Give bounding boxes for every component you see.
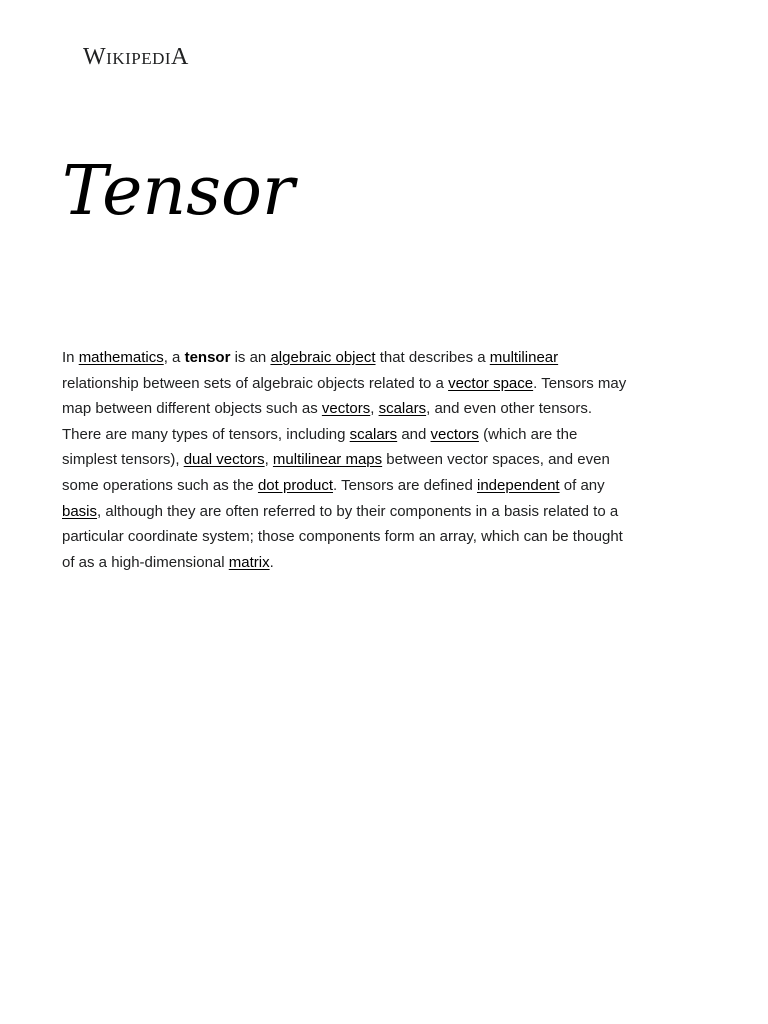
link-vector-space[interactable]: vector space <box>448 374 534 392</box>
text-run: between vector spaces, and even some operations such as the <box>62 451 610 494</box>
wikipedia-wordmark-logo[interactable]: WIKIPEDIA <box>83 44 189 70</box>
text-run: , a <box>163 349 185 366</box>
text-run: . <box>269 553 274 571</box>
text-run: , and even other tensors. There are many types of tensors, including <box>62 400 593 443</box>
link-multilinear-maps[interactable]: multilinear maps <box>272 451 383 469</box>
link-basis[interactable]: basis <box>62 502 98 520</box>
text-run: relationship between sets of algebraic objects related to a <box>62 374 449 392</box>
link-scalars[interactable]: scalars <box>378 400 427 418</box>
link-independent[interactable]: independent <box>477 476 560 494</box>
text-run: . Tensors may map between different objects such as <box>62 374 627 418</box>
text-run: and <box>397 425 431 443</box>
text-run: (which are the simplest tensors), <box>62 425 578 469</box>
text-run: , <box>264 451 273 469</box>
link-dual-vectors[interactable]: dual vectors <box>183 451 265 469</box>
text-run: . Tensors are defined <box>333 476 477 494</box>
text-run: In <box>62 349 79 366</box>
text-run: , <box>370 400 379 418</box>
link-multilinear[interactable]: multilinear <box>489 349 559 366</box>
link-vectors-2[interactable]: vectors <box>430 425 479 443</box>
link-dot-product[interactable]: dot product <box>257 476 334 494</box>
link-scalars-2[interactable]: scalars <box>349 425 398 443</box>
link-algebraic-object[interactable]: algebraic object <box>270 349 376 366</box>
link-mathematics[interactable]: mathematics <box>78 349 164 366</box>
link-matrix[interactable]: matrix <box>228 553 270 571</box>
text-run: , although they are often referred to by their components in a basis related to a particular coordinate system; those components form an array, which can be thought of as a high-dimensional <box>62 502 623 571</box>
page-title: Tensor <box>62 152 295 231</box>
bold-term-tensor: tensor <box>184 349 231 366</box>
lead-paragraph <box>62 345 634 575</box>
text-run: of any <box>559 476 605 494</box>
text-run: that describes a <box>375 349 490 366</box>
text-run: is an <box>230 349 271 366</box>
link-vectors[interactable]: vectors <box>321 400 371 418</box>
